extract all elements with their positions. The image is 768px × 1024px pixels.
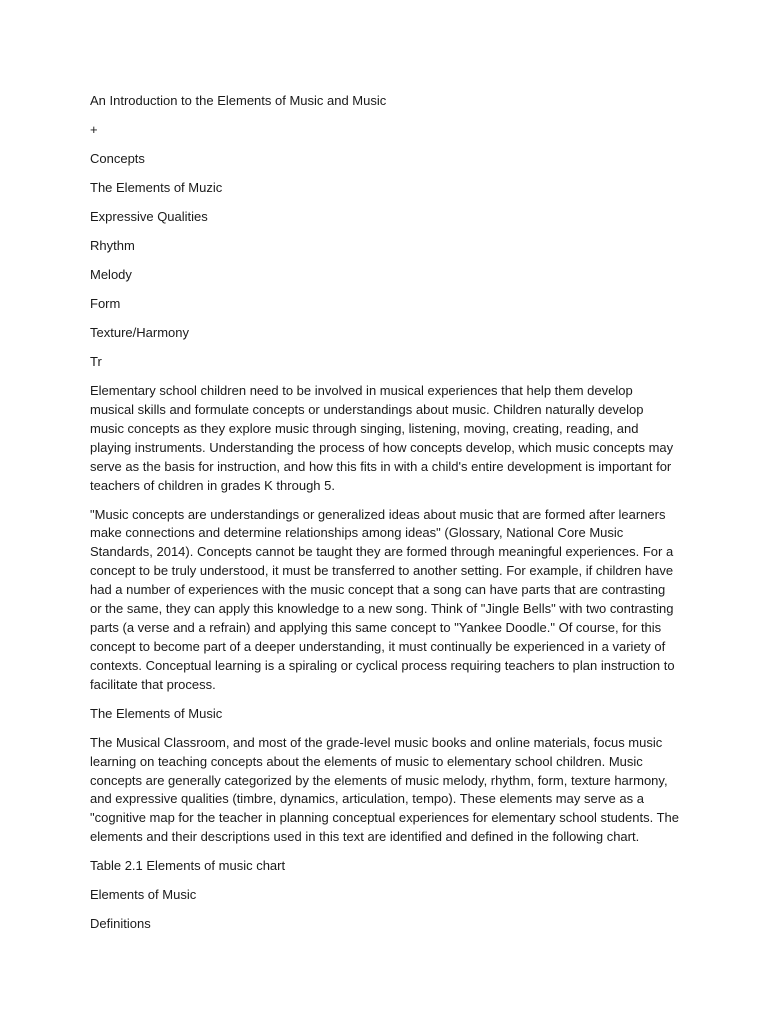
document-title: An Introduction to the Elements of Music and Music (90, 93, 387, 108)
text-line: Texture/Harmony (90, 325, 189, 340)
table-column-header: Definitions (90, 916, 151, 932)
text-line: Expressive Qualities (90, 209, 208, 224)
table-caption: Table 2.1 Elements of music chart (90, 858, 286, 874)
text-line: Tr (90, 354, 102, 369)
document-page (90, 92, 680, 944)
text-line: Concepts (90, 151, 145, 166)
body-paragraph: "Music concepts are understandings or generalized ideas about music that are formed after learners make connections and determine relationships among ideas" (Glossary, National Core Music Standards, 2014). Concepts cannot be taught they are formed through meaningful experiences. For a concept to be truly understood, it must be transferred to another setting. For example, if children have had a number of experiences with the music concept that a song can have parts that are contrasting or the same, they can apply this knowledge to a new song. Think of "Jingle Bells" with two contrasting parts (a verse and a refrain) and applying this same concept to "Yankee Doodle." Of course, for this concept to become part of a deeper understanding, it must continually be experienced in a variety of contexts. Conceptual learning is a spiraling or cyclical process requiring teachers to plan instruction to facilitate that process. (90, 506, 675, 692)
section-heading: The Elements of Music (90, 705, 223, 721)
text-line: The Elements of Muzic (90, 180, 223, 195)
table-column-header: Elements of Music (90, 887, 197, 903)
body-paragraph: The Musical Classroom, and most of the grade-level music books and online materials, focus music learning on teaching concepts about the elements of music to elementary school children. Music concepts are generally categorized by the elements of music melody, rhythm, form, texture harmony, and expressive qualities (timbre, dynamics, articulation, tempo). These elements may serve as a "cognitive map for the teacher in planning conceptual experiences for elementary school students. The elements and their descriptions used in this text are identified and defined in the following chart. (90, 734, 679, 845)
text-line: Rhythm (90, 238, 135, 253)
text-line: Form (90, 296, 121, 311)
plus-line: + (90, 122, 98, 137)
body-paragraph: Elementary school children need to be involved in musical experiences that help them develop musical skills and formulate concepts or understandings about music. Children naturally develop music concepts as they explore music through singing, listening, moving, creating, reading, and playing instruments. Understanding the process of how concepts develop, which music concepts may serve as the basis for instruction, and how this fits in with a child's entire development is important for teachers of children in grades K through 5. (90, 383, 674, 493)
text-line: Melody (90, 267, 132, 282)
